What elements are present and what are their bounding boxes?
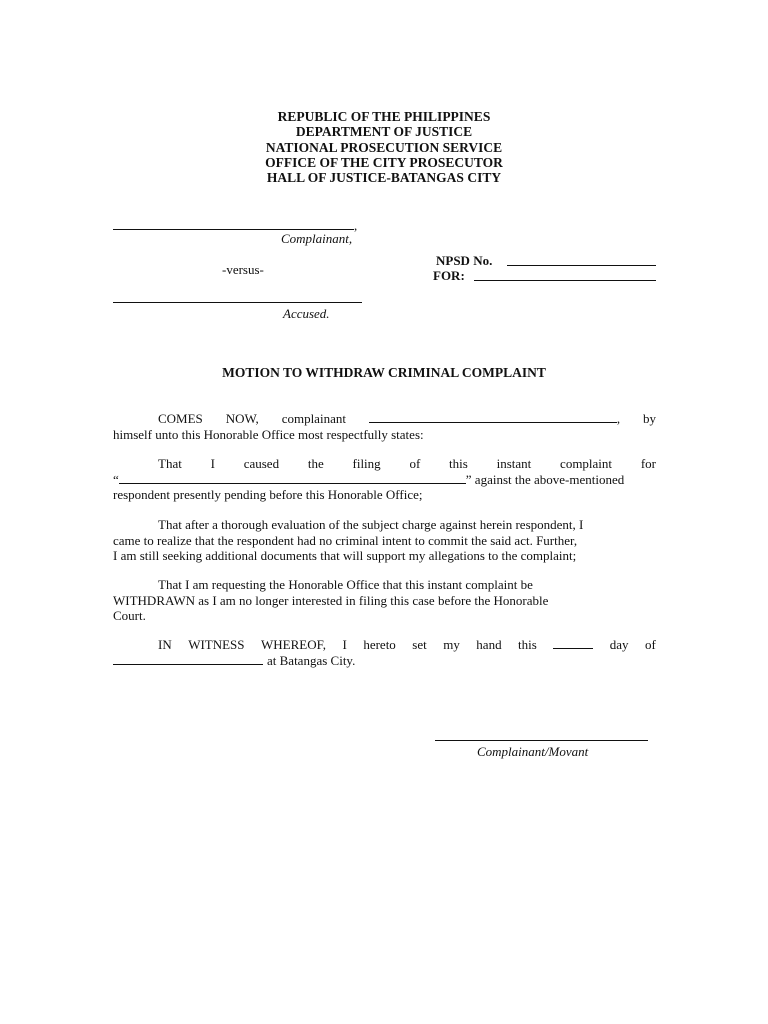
paragraph-comes-now <box>113 411 656 442</box>
word: caused <box>243 456 280 471</box>
document-title: MOTION TO WITHDRAW CRIMINAL COMPLAINT <box>222 365 546 380</box>
paragraph-line: WITHDRAWN as I am no longer interested in filing this case before the Honorable <box>113 592 549 608</box>
paragraph-line: That I am requesting the Honorable Office that this instant complaint be <box>158 577 533 592</box>
paragraph-line <box>113 472 656 488</box>
word: of <box>645 637 656 652</box>
paragraph-line <box>113 411 656 427</box>
signature-blank[interactable] <box>435 740 648 741</box>
close-text: ” against the above-mentioned <box>465 471 625 487</box>
month-year-blank[interactable] <box>113 653 263 665</box>
paragraph-line: himself unto this Honorable Office most respectfully states: <box>113 426 424 442</box>
for-label: FOR: <box>433 268 465 283</box>
word: for <box>640 456 656 471</box>
header-line-service: NATIONAL PROSECUTION SERVICE <box>265 139 503 155</box>
paragraph-line <box>113 653 656 669</box>
complainant-name-blank[interactable] <box>113 229 354 230</box>
word: COMES <box>158 411 203 426</box>
word: set <box>412 637 427 652</box>
versus-label: -versus- <box>222 262 264 277</box>
word: filing <box>352 456 381 471</box>
paragraph-line <box>113 456 656 472</box>
word: I <box>210 456 215 471</box>
document-header <box>0 109 768 185</box>
word: the <box>307 456 324 471</box>
word: day <box>609 637 629 652</box>
npsd-number-blank[interactable] <box>507 265 656 266</box>
paragraph-line: That after a thorough evaluation of the subject charge against herein respondent, I <box>158 517 584 532</box>
accused-name-blank[interactable] <box>113 302 362 303</box>
paragraph-line: Court. <box>113 608 146 623</box>
header-line-republic: REPUBLIC OF THE PHILIPPINES <box>277 109 491 124</box>
paragraph-line: I am still seeking additional documents that will support my allegations to the complaint; <box>113 548 577 563</box>
paragraph-line: respondent presently pending before this Honorable Office; <box>113 487 423 502</box>
complainant-blank[interactable] <box>369 411 617 423</box>
complainant-label: Complainant, <box>281 231 353 246</box>
word: this <box>518 637 537 652</box>
open-quote: “ <box>113 471 119 487</box>
word: WHEREOF, <box>261 637 327 652</box>
paragraph-in-witness <box>113 637 656 668</box>
word: complainant <box>281 411 346 426</box>
word: hereto <box>363 637 396 652</box>
word: of <box>409 456 421 471</box>
comma: , <box>616 411 621 426</box>
header-line-office: OFFICE OF THE CITY PROSECUTOR <box>265 154 503 170</box>
word: That <box>158 456 182 471</box>
paragraph-caused-filing <box>113 456 656 503</box>
paragraph-withdrawn <box>113 577 656 624</box>
place-text: at Batangas City. <box>267 652 356 668</box>
word: by <box>642 411 656 426</box>
paragraph-line <box>113 637 656 653</box>
header-line-hall: HALL OF JUSTICE-BATANGAS CITY <box>266 170 502 186</box>
word: I <box>342 637 347 652</box>
word: hand <box>476 637 502 652</box>
signature-label: Complainant/Movant <box>477 744 589 759</box>
day-blank[interactable] <box>553 637 593 649</box>
paragraph-evaluation <box>113 517 656 564</box>
word: WITNESS <box>188 637 245 652</box>
header-line-department: DEPARTMENT OF JUSTICE <box>295 124 473 140</box>
word: NOW, <box>225 411 259 426</box>
word: complaint <box>560 456 613 471</box>
paragraph-line: came to realize that the respondent had no criminal intent to commit the said act. Further, <box>113 532 578 548</box>
accused-label: Accused. <box>283 306 330 321</box>
word: my <box>443 637 460 652</box>
word: instant <box>496 456 532 471</box>
complainant-blank-wrap <box>369 411 620 427</box>
charge-blank[interactable] <box>474 280 656 281</box>
word: this <box>449 456 468 471</box>
case-title-blank[interactable] <box>119 472 466 484</box>
complainant-comma: , <box>354 218 358 233</box>
npsd-label: NPSD No. <box>436 253 493 268</box>
word: IN <box>158 637 172 652</box>
